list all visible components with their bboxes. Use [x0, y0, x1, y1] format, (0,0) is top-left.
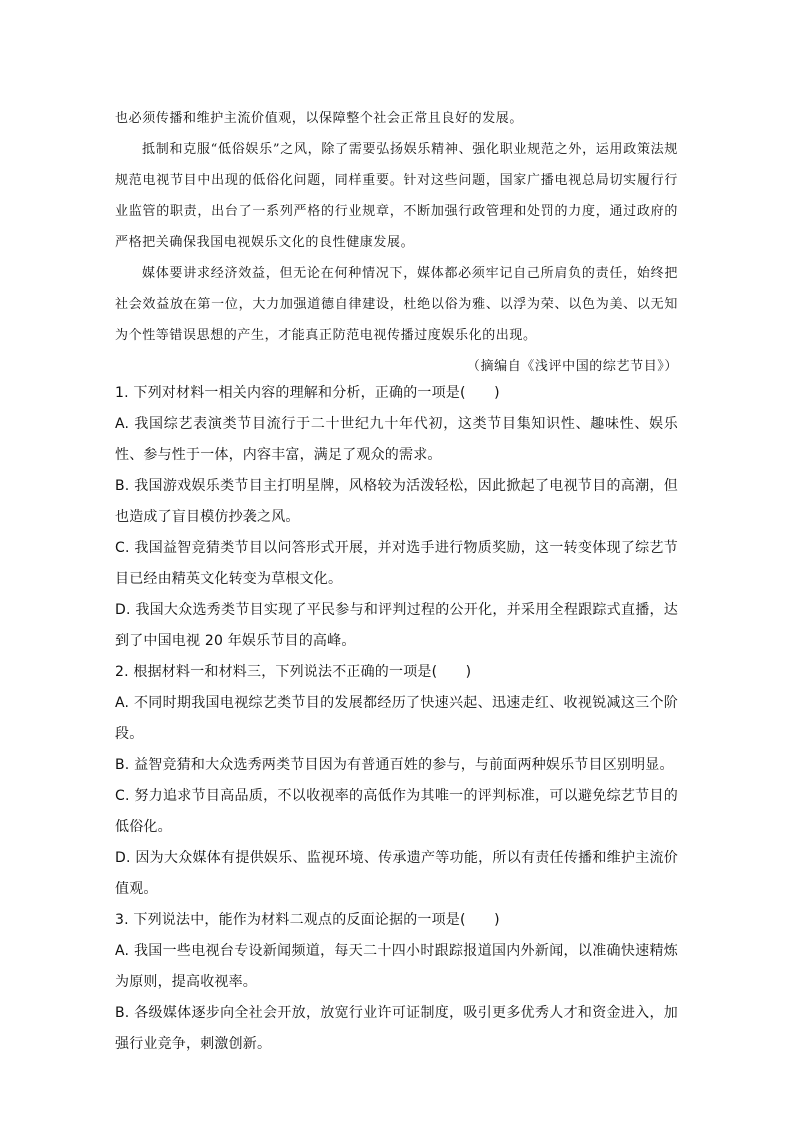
question-3-stem: 3. 下列说法中，能作为材料二观点的反面论据的一项是( )	[115, 912, 500, 928]
question-3-option-b: B. 各级媒体逐步向全社会开放，放宽行业许可证制度，吸引更多优秀人才和资金进入，加强行业竞争，刺激创新。	[115, 1005, 678, 1052]
passage-source: （摘编自《浅评中国的综艺节目》）	[466, 359, 678, 374]
question-2-option-c: C. 努力追求节目高品质，不以收视率的高低作为其唯一的评判标准，可以避免综艺节目的低俗化。	[115, 788, 678, 835]
question-2-stem: 2. 根据材料一和材料三，下列说法不正确的一项是( )	[115, 664, 472, 680]
question-2-option-d: D. 因为大众媒体有提供娱乐、监视环境、传承遗产等功能，所以有责任传播和维护主流价值观。	[115, 850, 678, 897]
question-1	[115, 378, 678, 657]
question-2	[115, 657, 678, 905]
question-3-option-a: A. 我国一些电视台专设新闻频道，每天二十四小时跟踪报道国内外新闻，以准确快速精炼为原则，提高收视率。	[115, 943, 678, 990]
passage-paragraph-2: 抵制和克服“低俗娱乐”之风，除了需要弘扬娱乐精神、强化职业规范之外，运用政策法规规范电视节目中出现的低俗化问题，同样重要。针对这些问题，国家广播电视总局切实履行行业监管的职责，出台了一系列严格的行业规章，不断加强行政管理和处罚的力度，通过政府的严格把关确保我国电视娱乐文化的良性健康发展。	[115, 142, 678, 250]
question-1-option-d: D. 我国大众选秀类节目实现了平民参与和评判过程的公开化，并采用全程跟踪式直播，达到了中国电视 20 年娱乐节目的高峰。	[115, 602, 678, 649]
passage-paragraph-1: 也必须传播和维护主流价值观，以保障整个社会正常且良好的发展。	[115, 111, 524, 126]
question-1-stem: 1. 下列对材料一相关内容的理解和分析，正确的一项是( )	[115, 385, 500, 401]
question-3	[115, 905, 678, 1060]
question-1-option-c: C. 我国益智竞猜类节目以问答形式开展，并对选手进行物质奖励，这一转变体现了综艺节目已经由精英文化转变为草根文化。	[115, 540, 678, 587]
question-1-option-b: B. 我国游戏娱乐类节目主打明星牌，风格较为活泼轻松，因此掀起了电视节目的高潮，但也造成了盲目模仿抄袭之风。	[115, 478, 678, 525]
question-2-option-b: B. 益智竞猜和大众选秀两类节目因为有普通百姓的参与，与前面两种娱乐节目区别明显。	[115, 757, 674, 773]
question-2-option-a: A. 不同时期我国电视综艺类节目的发展都经历了快速兴起、迅速走红、收视锐减这三个阶段。	[115, 695, 678, 742]
reading-passage	[115, 103, 678, 382]
question-1-option-a: A. 我国综艺表演类节目流行于二十世纪九十年代初，这类节目集知识性、趣味性、娱乐性、参与性于一体，内容丰富，满足了观众的需求。	[115, 416, 678, 463]
passage-paragraph-3: 媒体要讲求经济效益，但无论在何种情况下，媒体都必须牢记自己所肩负的责任，始终把社会效益放在第一位，大力加强道德自律建设，杜绝以俗为雅、以浮为荣、以色为美、以无知为个性等错误思想的产生，才能真正防范电视传播过度娱乐化的出现。	[115, 266, 678, 343]
question-list	[115, 378, 678, 1060]
